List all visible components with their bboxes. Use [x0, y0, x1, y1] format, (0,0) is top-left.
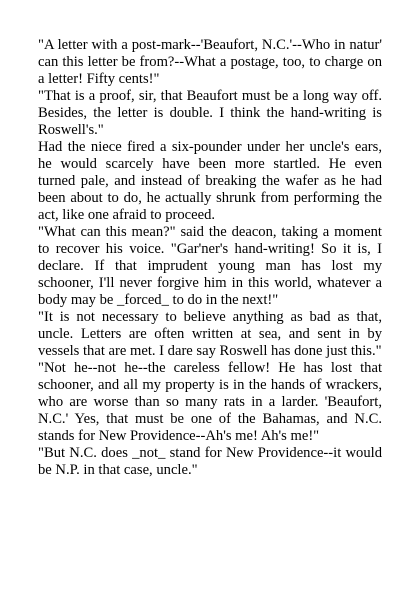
paragraph-6: "Not he--not he--the careless fellow! He has lost that schooner, and all my property is in the hands of wrackers, who are worse than so many rats in a larder. 'Beaufort, N.C.' Yes, that must be one of the Bahamas, and N.C. stands for New Providence--Ah's me! Ah's me!": [38, 360, 382, 444]
paragraph-7: "But N.C. does _not_ stand for New Providence--it would be N.P. in that case, uncle.": [38, 445, 382, 478]
paragraph-2: "That is a proof, sir, that Beaufort must be a long way off. Besides, the letter is double. I think the hand-writing is Roswell's.": [38, 88, 382, 138]
paragraph-1: "A letter with a post-mark--'Beaufort, N.C.'--Who in natur' can this letter be from?--What a postage, too, to charge on a letter! Fifty cents!": [38, 37, 382, 87]
paragraph-4: "What can this mean?" said the deacon, taking a moment to recover his voice. "Gar'ner's hand-writing! So it is, I declare. If that imprudent young man has lost my schooner, I'll never forgive him in this world, whatever a body may be _forced_ to do in the next!": [38, 224, 382, 308]
paragraph-3: Had the niece fired a six-pounder under her uncle's ears, he would scarcely have been more startled. He even turned pale, and instead of breaking the wafer as he had been about to do, he actually shrunk from performing the act, like one afraid to proceed.: [38, 139, 382, 223]
paragraph-5: "It is not necessary to believe anything as bad as that, uncle. Letters are often written at sea, and sent in by vessels that are met. I dare say Roswell has done just this.": [38, 309, 382, 359]
page-body: [38, 37, 382, 479]
